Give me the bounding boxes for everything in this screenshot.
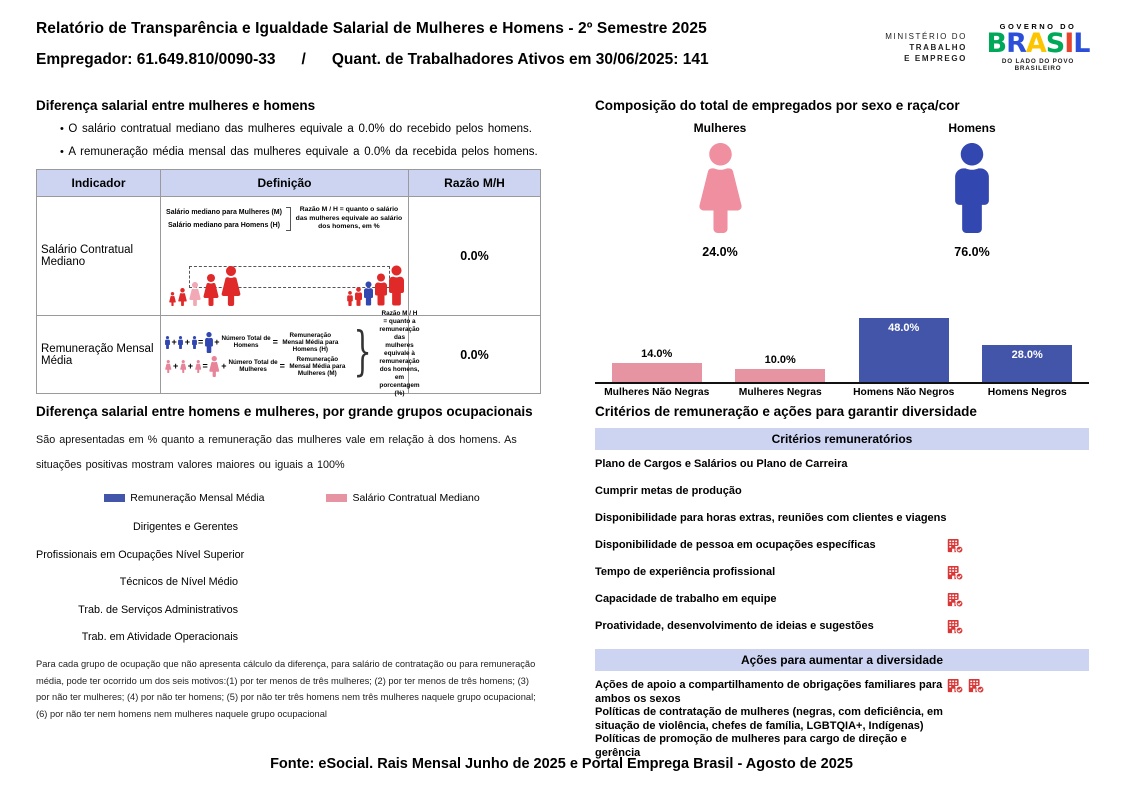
- gov-logo-tagline: DO LADO DO POVO BRASILEIRO: [1001, 58, 1075, 72]
- ministry-line: E EMPREGO: [904, 53, 967, 63]
- criteria-item-label: Políticas de contratação de mulheres (negras, com deficiência, em situação de violência, chefes de família, LGBTQIA+, Indígenas): [595, 706, 943, 732]
- gov-logo-top: GOVERNO DO: [999, 22, 1077, 31]
- indicator-median-salary: Salário Contratual Mediano: [37, 197, 161, 316]
- bar: [612, 363, 702, 382]
- occupational-title: Diferença salarial entre homens e mulheres, por grande grupos ocupacionais: [36, 404, 533, 419]
- company-check-icon: [947, 592, 964, 608]
- men-total-label: Número Total de Homens: [221, 335, 271, 349]
- bar-value-label: 10.0%: [764, 354, 796, 366]
- plus-sign: +: [221, 361, 227, 371]
- criteria-item: [595, 566, 1089, 593]
- male-icon: [178, 336, 183, 349]
- median-women-label: Salário mediano para Mulheres (M): [166, 209, 282, 216]
- woman-pictogram: [665, 143, 775, 235]
- bullet-median-salary: • O salário contratual mediano das mulheres equivale a 0.0% do recebido pelos homens.: [60, 123, 542, 135]
- criteria-item: [595, 458, 1089, 485]
- composition-men: [917, 121, 1027, 259]
- composition-women: [665, 121, 775, 259]
- female-icon: [195, 360, 202, 373]
- people-size-diagram: [161, 258, 408, 306]
- brasil-wordmark: [983, 28, 1093, 59]
- criteria-item-label: Políticas de promoção de mulheres para cargo de direção e gerência: [595, 733, 907, 759]
- race-gender-bar-chart: [595, 310, 1089, 398]
- female-icon: [209, 356, 220, 377]
- plus-sign: +: [173, 361, 179, 371]
- bar-category-label: Mulheres Não Negras: [604, 387, 710, 398]
- employer-id: Empregador: 61.649.810/0090-33: [36, 51, 276, 68]
- female-icon: [180, 360, 187, 373]
- male-icon: [375, 273, 387, 306]
- equals-sign: =: [198, 337, 204, 347]
- bar-value-label: 28.0%: [1011, 349, 1043, 361]
- occupational-categories: [36, 514, 245, 652]
- source-footer: Fonte: eSocial. Rais Mensal Junho de 2025 e Portal Emprega Brasil - Agosto de 2025: [270, 756, 853, 772]
- definition-median-salary: [161, 197, 409, 316]
- male-icon: [389, 265, 404, 306]
- female-icon: [698, 143, 743, 233]
- criteria-item: [595, 706, 1089, 733]
- female-icon: [169, 292, 176, 306]
- male-icon: [955, 143, 989, 233]
- ratio-note: Razão M / H = quanto a remuneração das mulheres equivale à remuneração dos homens, em porcentagem (%): [379, 310, 420, 397]
- indicator-average-pay: Remuneração Mensal Média: [37, 316, 161, 394]
- plus-sign: +: [171, 337, 177, 347]
- brasil-letter: R: [1006, 28, 1026, 59]
- ministry-line: MINISTÉRIO DO: [885, 31, 967, 41]
- female-icon: [203, 274, 219, 306]
- women-average-label: Remuneração Mensal Média para Mulheres (M): [289, 355, 346, 377]
- women-average-formula: [165, 356, 348, 377]
- criteria-item-icons: [947, 538, 964, 554]
- criteria-item-label: Disponibilidade para horas extras, reuniões com clientes e viagens: [595, 512, 947, 524]
- col-header-definicao: Definição: [161, 170, 409, 197]
- pay-gap-bullets: [60, 123, 542, 158]
- men-label: Homens: [948, 121, 996, 135]
- report-title: Relatório de Transparência e Igualdade Salarial de Mulheres e Homens - 2º Semestre 2025: [36, 20, 707, 37]
- criteria-section-header: Ações para aumentar a diversidade: [595, 649, 1089, 671]
- report-header: [36, 20, 856, 69]
- section-composition: [595, 98, 1089, 398]
- report-subtitle: [36, 51, 856, 69]
- plus-sign: +: [187, 361, 194, 371]
- ratio-average-pay: 0.0%: [409, 316, 541, 394]
- male-icon: [192, 336, 197, 349]
- pay-gap-title: Diferença salarial entre mulheres e homens: [36, 98, 316, 113]
- male-icon: [347, 291, 353, 306]
- company-check-icon: [947, 565, 964, 581]
- separator: /: [301, 51, 306, 68]
- women-percentage: 24.0%: [702, 245, 738, 259]
- company-check-icon: [968, 678, 985, 694]
- brasil-letter: S: [1045, 28, 1065, 59]
- occupation-category-label: Profissionais em Ocupações Nível Superior: [36, 548, 245, 561]
- col-header-razao: Razão M/H: [409, 170, 541, 197]
- company-check-icon: [947, 678, 964, 694]
- bar-category-label: Homens Negros: [987, 387, 1067, 398]
- brasil-letter: L: [1073, 28, 1090, 59]
- female-icon: [178, 288, 187, 306]
- bar-value-label: 48.0%: [888, 322, 920, 334]
- legend-swatch: [326, 494, 347, 502]
- bracket-shape: [286, 207, 291, 231]
- criteria-section-header: Critérios remuneratórios: [595, 428, 1089, 450]
- section-pay-gap: [36, 98, 542, 397]
- female-icon: [221, 266, 241, 306]
- governo-brasil-logo: [983, 22, 1093, 72]
- male-icon: [355, 287, 362, 306]
- criteria-item: [595, 539, 1089, 566]
- legend-item: [104, 492, 264, 504]
- criteria-item-icons: [947, 619, 964, 635]
- criteria-item: [595, 512, 1089, 539]
- brasil-letter: A: [1025, 28, 1046, 59]
- men-average-formula: [165, 332, 348, 353]
- equals-sign: =: [272, 337, 278, 347]
- legend-label: Remuneração Mensal Média: [130, 492, 265, 504]
- bar-category-label: Homens Não Negros: [853, 387, 955, 398]
- men-percentage: 76.0%: [954, 245, 990, 259]
- brasil-letter: B: [986, 28, 1007, 59]
- criteria-item-label: Plano de Cargos e Salários ou Plano de Carreira: [595, 458, 848, 470]
- equals-sign: =: [202, 361, 208, 371]
- criteria-item: [595, 679, 1089, 706]
- company-check-icon: [947, 619, 964, 635]
- criteria-item-label: Proatividade, desenvolvimento de ideias e sugestões: [595, 620, 874, 632]
- male-icon: [205, 332, 213, 353]
- chart-legend: [36, 492, 548, 504]
- x-axis-line: [595, 382, 1089, 384]
- criteria-item-label: Capacidade de trabalho em equipe: [595, 593, 777, 605]
- criteria-item-label: Cumprir metas de produção: [595, 485, 742, 497]
- bar-column: [595, 348, 719, 382]
- occupational-footnote: Para cada grupo de ocupação que não apresenta cálculo da diferença, para salário de contratação ou para remuneração média, pode ter ocorrido um dos seis motivos:(1) por ter menos de três mulheres; (2) por ter menos de três homens; (3) por não ter mulheres; (4) por não ter homens; (5) por não ter três homens nem três mulheres naquele grupo ocupacional; (6) por não ter nem homens nem mulheres naquele grupo ocupacional: [36, 659, 536, 719]
- criteria-item-icons: [947, 565, 964, 581]
- active-workers: Quant. de Trabalhadores Ativos em 30/06/2025: 141: [331, 51, 709, 68]
- female-figures: [169, 266, 241, 306]
- male-icon: [165, 336, 170, 349]
- brasil-letter: I: [1064, 28, 1074, 59]
- bar-column: [719, 354, 843, 382]
- plus-sign: +: [214, 337, 220, 347]
- occupation-category-label: Técnicos de Nível Médio: [119, 576, 238, 588]
- ratio-note: Razão M / H = quanto o salário das mulheres equivale ao salário dos homens, em %: [295, 206, 403, 231]
- bar: [859, 318, 949, 382]
- section-occupational-gap: [36, 404, 548, 719]
- ministry-line: TRABALHO: [909, 42, 967, 52]
- criteria-item-icons: [947, 678, 985, 694]
- bar-value-label: 14.0%: [641, 348, 673, 360]
- median-men-label: Salário mediano para Homens (H): [167, 222, 280, 229]
- col-header-indicador: Indicador: [37, 170, 161, 197]
- bullet-average-pay: • A remuneração média mensal das mulheres equivale a 0.0% da recebida pelos homens.: [60, 146, 542, 158]
- criteria-list: [595, 428, 1089, 760]
- bar: [735, 369, 825, 382]
- bar-category-label: Mulheres Negras: [738, 387, 822, 398]
- plus-sign: +: [184, 337, 191, 347]
- men-average-label: Remuneração Mensal Média para Homens (H): [282, 331, 339, 353]
- criteria-item-label: Ações de apoio a compartilhamento de obrigações familiares para ambos os sexos: [595, 679, 943, 705]
- criteria-item-icons: [947, 592, 964, 608]
- equals-sign: =: [279, 361, 285, 371]
- bar: [982, 345, 1072, 382]
- legend-label: Salário Contratual Mediano: [352, 492, 480, 504]
- table-header-row: [37, 170, 541, 197]
- bar-column: [966, 345, 1090, 382]
- man-pictogram: [917, 143, 1027, 235]
- criteria-title: Critérios de remuneração e ações para garantir diversidade: [595, 404, 977, 419]
- women-total-label: Número Total de Mulheres: [228, 359, 278, 373]
- criteria-item: [595, 620, 1089, 647]
- legend-item: [326, 492, 479, 504]
- composition-title: Composição do total de empregados por sexo e raça/cor: [595, 98, 960, 113]
- occupation-category-label: Trab. de Serviços Administrativos: [78, 603, 238, 616]
- female-icon: [165, 360, 172, 373]
- indicator-table: [36, 169, 541, 397]
- ratio-median-salary: 0.0%: [409, 197, 541, 316]
- occupational-subtitle: São apresentadas em % quanto a remuneração das mulheres vale em relação à dos homens. As situações positivas mostram valores maiores ou iguais a 100%: [36, 434, 517, 471]
- table-row: [37, 316, 541, 394]
- bar-category-labels: [595, 387, 1089, 398]
- company-check-icon: [947, 538, 964, 554]
- bar-column: [842, 318, 966, 382]
- occupation-category-label: Dirigentes e Gerentes: [132, 521, 238, 533]
- criteria-item-label: Disponibilidade de pessoa em ocupações específicas: [595, 539, 876, 551]
- male-icon-median: [364, 281, 373, 306]
- ministry-logo: [885, 31, 967, 64]
- criteria-item-label: Tempo de experiência profissional: [595, 566, 776, 578]
- logos-block: [885, 22, 1093, 72]
- legend-swatch: [104, 494, 125, 502]
- definition-average-pay: + + = + Número Total de Homens = Remuneração Mensal Média para Homens (H) + + = + Número Total de Mulheres = Remuneração Mensal Média para Mulheres (M) } Razão M / H = quanto a remuneração das mulheres equivale à remuneração dos homens, em porcentagem (%): [161, 316, 409, 394]
- bars: [595, 310, 1089, 382]
- female-icon-median: [189, 282, 201, 306]
- occupation-category-label: Trab. em Atividade Operacionais: [81, 631, 238, 643]
- criteria-item: [595, 593, 1089, 620]
- criteria-item: [595, 485, 1089, 512]
- women-label: Mulheres: [693, 121, 747, 135]
- section-criteria: [595, 404, 1089, 760]
- table-row: [37, 197, 541, 316]
- male-figures: [347, 265, 404, 306]
